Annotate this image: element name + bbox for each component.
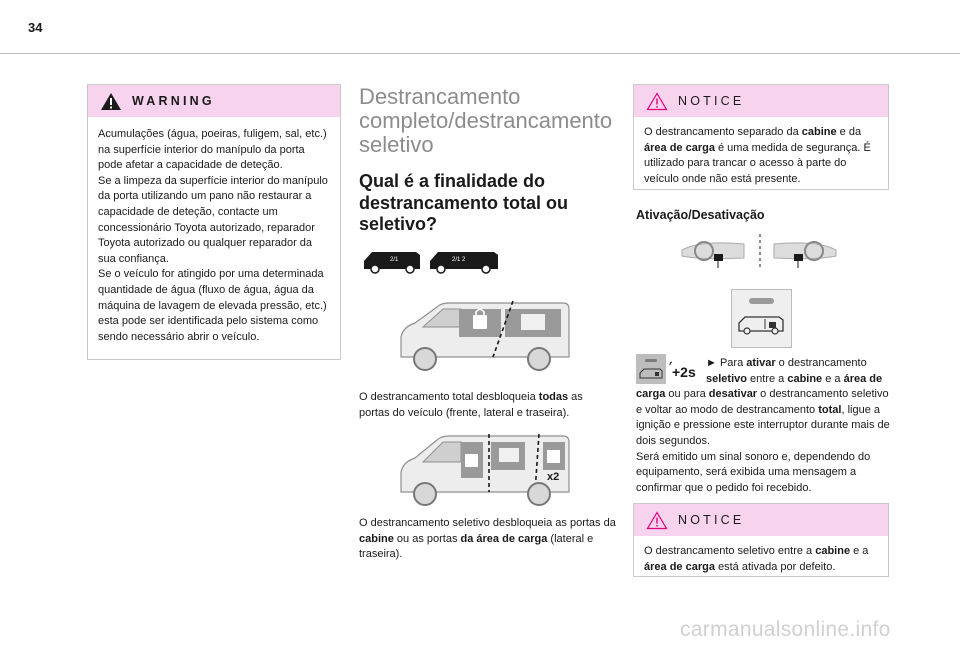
warning-header: [88, 85, 340, 117]
x2-label: x2: [547, 471, 560, 483]
warning-label: WARNING: [132, 94, 215, 108]
arrow-bullet: ►: [706, 357, 717, 369]
notice-text-2: O destrancamento seletivo entre a cabine e a área de carga está ativada por defeito.: [644, 545, 869, 573]
notice-label-1: NOTICE: [678, 94, 745, 108]
svg-text:+2s: +2s: [672, 364, 696, 380]
header-rule: [0, 53, 960, 54]
notice-text-1: O destrancamento separado da cabine e da área de carga é uma medida de segurança. É utilizado para trancar o acesso à parte do veículo onde não está presente.: [644, 126, 871, 185]
section-title: Destrancamento completo/destrancamento seletivo: [359, 84, 613, 157]
notice-triangle-icon: [646, 92, 668, 111]
activation-heading: Ativação/Desativação: [636, 208, 765, 222]
warning-text: Acumulações (água, poeiras, fuligem, sal, etc.) na superfície interior do manípulo da porta pode afetar a capacidade de deteção. Se a limpeza da superfície interior do manípulo da porta utilizando um pano não restaurar a capacidade de deteção, contacte um concessionário Toyota autorizado, reparador Toyota autorizado ou qualquer reparador da sua confiança. Se o veículo for atingido por uma determinada quantidade de água (fluxo de água, água da máquina de lavagem de elevada pressão, etc.) esta pode ser identificada pelo sistema como sendo necessário abrir o veículo.: [98, 128, 328, 343]
notice-box-2: [633, 503, 889, 577]
padlock-icon: [473, 315, 487, 329]
selective-unlock-paragraph: O destrancamento seletivo desbloqueia as portas da cabine ou as portas da área de carga (lateral e traseira).: [359, 517, 616, 561]
van-icon-large: [430, 252, 498, 273]
svg-text:2/1 2: 2/1 2: [452, 257, 466, 263]
svg-text:2/1: 2/1: [390, 257, 399, 263]
watermark-text: carmanualsonline.info: [680, 618, 891, 641]
total-unlock-paragraph: O destrancamento total desbloqueia todas as portas do veículo (frente, lateral e traseira).: [359, 391, 583, 419]
selective-unlock-switch-illustration: [731, 289, 792, 348]
warning-triangle-icon: [100, 92, 122, 111]
page-number: 34: [28, 20, 43, 35]
notice-header-2: [634, 504, 888, 536]
activation-instruction: ► Para ativar o destrancamento seletivo entre a cabine e a área de carga ou para desativar o destrancamento seletivo e voltar ao modo de destrancamento total, ligue a ignição e pressione este interruptor durante mais de dois segundos. Será emitido um sinal sonoro e, dependendo do equipamento, será exibida uma mensagem a confirmar que o pedido foi recebido.: [636, 357, 890, 494]
van-total-unlock-illustration: [393, 295, 573, 377]
car-unlock-icon: [521, 314, 545, 330]
notice-header-1: [634, 85, 888, 117]
warning-box: [87, 84, 341, 360]
van-icon-small: [364, 252, 420, 273]
van-icons-illustration: [360, 247, 500, 275]
notice-box-1: [633, 84, 889, 190]
van-selective-unlock-illustration: [393, 428, 575, 512]
notice-triangle-icon: [646, 511, 668, 530]
section-subtitle: Qual é a finalidade do destrancamento total ou seletivo?: [359, 171, 569, 234]
dashboard-switch-location-illustration: [680, 232, 838, 272]
notice-label-2: NOTICE: [678, 513, 745, 527]
